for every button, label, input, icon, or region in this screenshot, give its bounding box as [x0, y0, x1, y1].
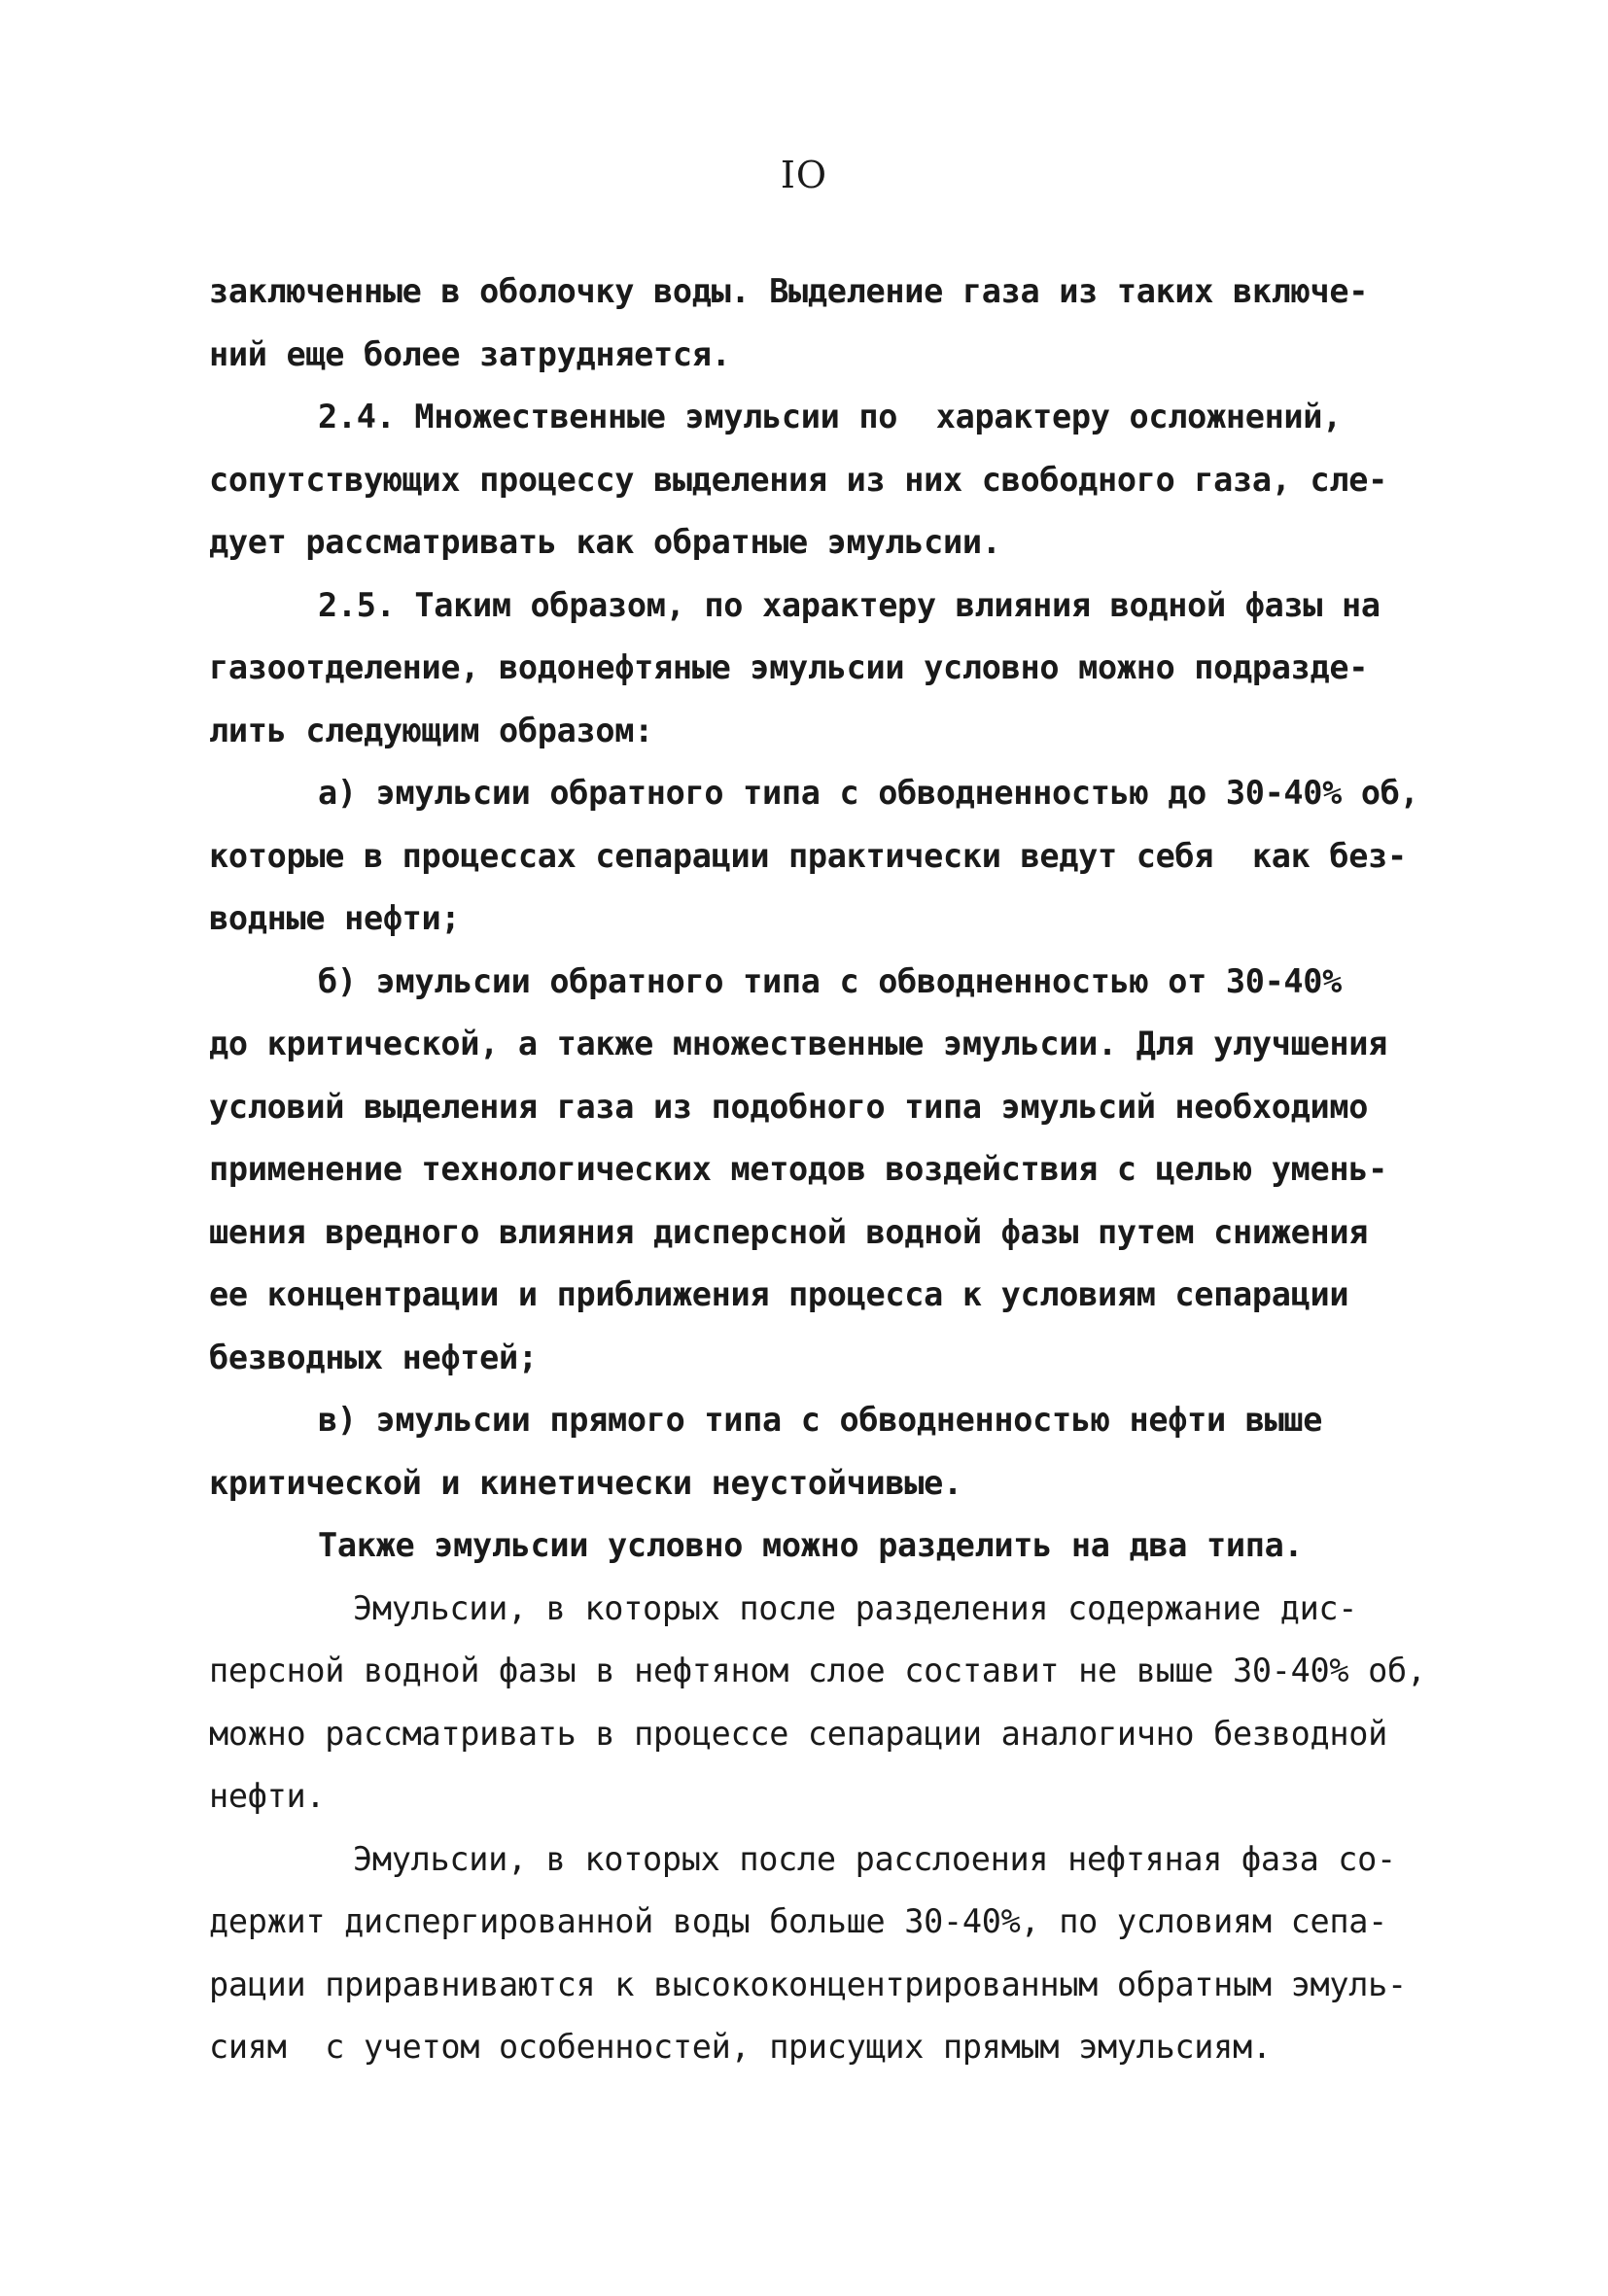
text-line: а) эмульсии обратного типа с обводненностью до 30-40% об,	[318, 774, 1419, 812]
text-line: сиям с учетом особенностей, присущих прямым эмульсиям.	[209, 2028, 1272, 2066]
text-line: водные нефти;	[209, 899, 461, 937]
text-line: лить следующим образом:	[209, 711, 653, 749]
text-line: ее концентрации и приближения процесса к условиям сепарации	[209, 1275, 1349, 1313]
text-line: газоотделение, водонефтяные эмульсии условно можно подразде-	[209, 648, 1369, 686]
text-line: до критической, а также множественные эмульсии. Для улучшения	[209, 1025, 1387, 1062]
text-line: дует рассматривать как обратные эмульсии.	[209, 523, 1001, 561]
text-line: персной водной фазы в нефтяном слое составит не выше 30-40% об,	[209, 1652, 1426, 1689]
text-line: применение технологических методов воздействия с целью умень-	[209, 1150, 1387, 1188]
text-line: рации приравниваются к высококонцентрированным обратным эмуль-	[209, 1965, 1407, 2003]
page-number: IO	[780, 154, 828, 196]
text-line: Эмульсии, в которых после расслоения нефтяная фаза со-	[353, 1839, 1396, 1878]
text-line: заключенные в оболочку воды. Выделение газа из таких включе-	[209, 272, 1369, 310]
text-line: Эмульсии, в которых после разделения содержание дис-	[353, 1588, 1358, 1627]
text-line: можно рассматривать в процессе сепарации аналогично безводной	[209, 1714, 1387, 1753]
text-line: безводных нефтей;	[209, 1338, 538, 1376]
text-line: Также эмульсии условно можно разделить на два типа.	[318, 1526, 1304, 1564]
text-line: б) эмульсии обратного типа с обводненностью от 30-40%	[318, 961, 1343, 1000]
text-line: 2.4. Множественные эмульсии по характеру осложнений,	[318, 398, 1343, 435]
text-line: условий выделения газа из подобного типа эмульсий необходимо	[209, 1087, 1369, 1126]
body-text	[209, 261, 1424, 2079]
text-line: в) эмульсии прямого типа с обводненностью нефти выше	[318, 1401, 1323, 1439]
text-line: нефти.	[209, 1777, 326, 1815]
text-line: которые в процессах сепарации практически ведут себя как без-	[209, 836, 1407, 875]
text-line: критической и кинетически неустойчивые.	[209, 1463, 962, 1502]
text-line: шения вредного влияния дисперсной водной фазы путем снижения	[209, 1212, 1369, 1251]
text-line: сопутствующих процессу выделения из них свободного газа, сле-	[209, 460, 1387, 499]
text-line: ний еще более затрудняется.	[209, 334, 731, 373]
text-line: 2.5. Таким образом, по характеру влияния водной фазы на	[318, 585, 1381, 624]
text-line: держит диспергированной воды больше 30-40%, по условиям сепа-	[209, 1902, 1387, 1940]
